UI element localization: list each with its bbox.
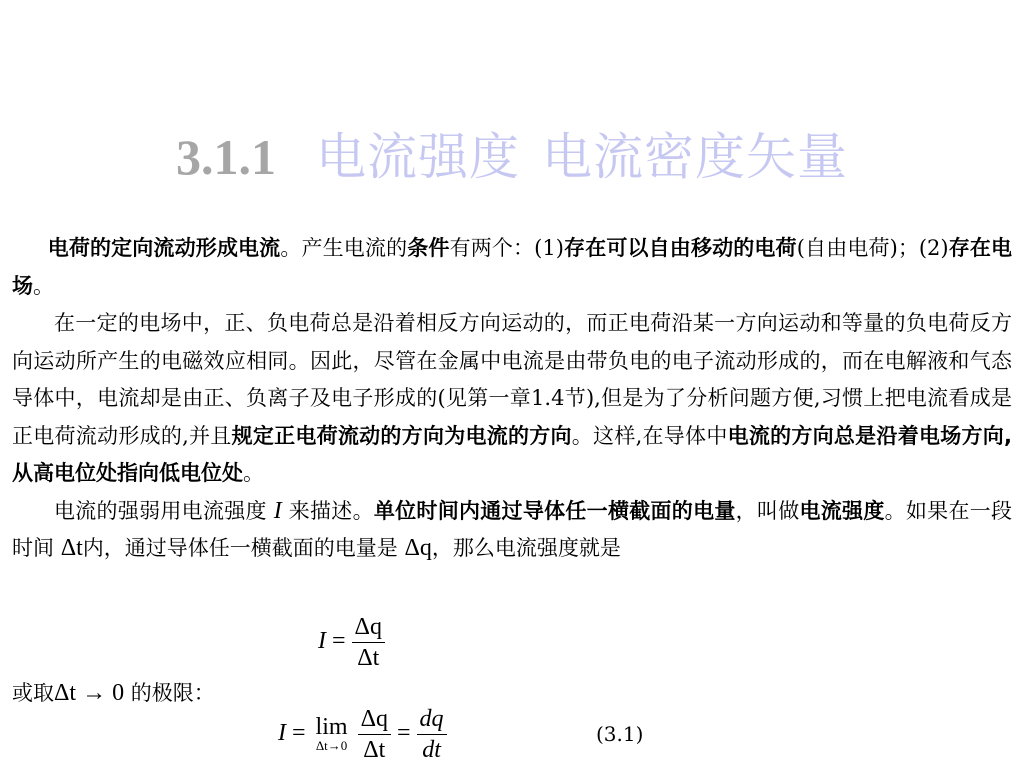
formula2-lhs: I [278,720,286,747]
formula2-denominator-derivative: dt [422,737,441,763]
formula2-numerator-derivative: dq [417,704,447,735]
bold-direction-field: 电流的方向总是沿着电场方向,从高电位处指向低电位处 [12,423,1012,485]
limit-expression: Δt → 0 [54,680,125,706]
formula2-fraction-derivative [417,704,447,765]
limit-line [12,676,215,710]
formula2-numerator-delta: Δq [358,704,391,735]
text-span: ，那么电流强度就是 [431,536,621,560]
bold-condition: 条件 [407,236,450,260]
formula1-lhs: I [318,628,326,655]
title-part-current-density-vector: 电流密度矢量 [542,128,848,186]
symbol-I: I [273,497,282,524]
formula2-limit [315,713,348,754]
paragraph-intensity [12,493,1012,568]
bold-direction-rule: 规定正电荷流动的方向为电流的方向 [231,423,572,448]
bold-unit-time-charge: 单位时间内通过导体任一横截面的电量 [373,498,736,523]
text-span: 。这样,在导体中 [571,423,728,448]
title-part-current-strength: 电流强度 [316,128,520,186]
equation-number: (3.1) [596,722,644,746]
formula1-numerator: Δq [352,612,385,643]
text-span: 。如果在一段时间 [12,498,1013,560]
title-text [316,128,848,186]
formula1-equals: = [332,628,346,655]
text-span: 。 [243,461,264,485]
formula1-fraction [352,612,385,673]
bold-current-intensity: 电流强度 [799,498,885,523]
text-span: 电流的强弱用电流强度 [54,498,267,523]
bold-definition: 电荷的定向流动形成电流 [47,236,281,260]
symbol-delta-q: Δq [404,535,432,561]
text-span: 来描述。 [288,498,374,523]
text-span: 。 [33,273,54,298]
slide-title [0,122,1024,192]
paragraph-direction [12,305,1012,493]
text-span: ，叫做 [735,498,800,523]
symbol-delta-t: Δt [60,535,83,561]
formula-current-limit [278,704,447,765]
section-number: 3.1.1 [176,129,276,185]
formula1-denominator: Δt [357,645,380,671]
text-span: 。产生电流的 [280,236,408,260]
bold-electric-field: 存在电场 [12,236,1013,298]
formula2-fraction-delta [358,704,391,765]
text-span: 在一定的电场中，正、负电荷总是沿着相反方向运动的，而正电荷沿某一方向运动和等量的负电荷反方向运动所产生的电磁效应相同。因此，尽管在金属中电流是由带负电的电子流动形成的，而在电解液和气态导体中，电流却是由正、负离子及电子形成的(见第一章1.4节),但是为了分析问题方便,习惯上把电流看成是正电荷流动形成的,并且 [12,311,1012,448]
limit-suffix: 的极限： [130,681,215,705]
bold-free-charge: 存在可以自由移动的电荷 [563,236,797,260]
text-span: 有两个：(1) [449,236,564,260]
text-span: (自由电荷)；(2) [796,236,949,260]
text-span: 内，通过导体任一横截面的电量是 [82,536,398,560]
formula2-equals-2: = [397,720,411,747]
formula2-equals: = [292,720,306,747]
formula2-lim-subscript: Δt→0 [315,737,348,753]
formula2-lim-word: lim [315,713,348,740]
paragraph-definition [12,230,1012,305]
body-text [12,230,1012,568]
limit-prefix: 或取 [12,681,54,705]
formula-current-average [318,612,385,673]
formula2-denominator-delta: Δt [363,737,386,763]
